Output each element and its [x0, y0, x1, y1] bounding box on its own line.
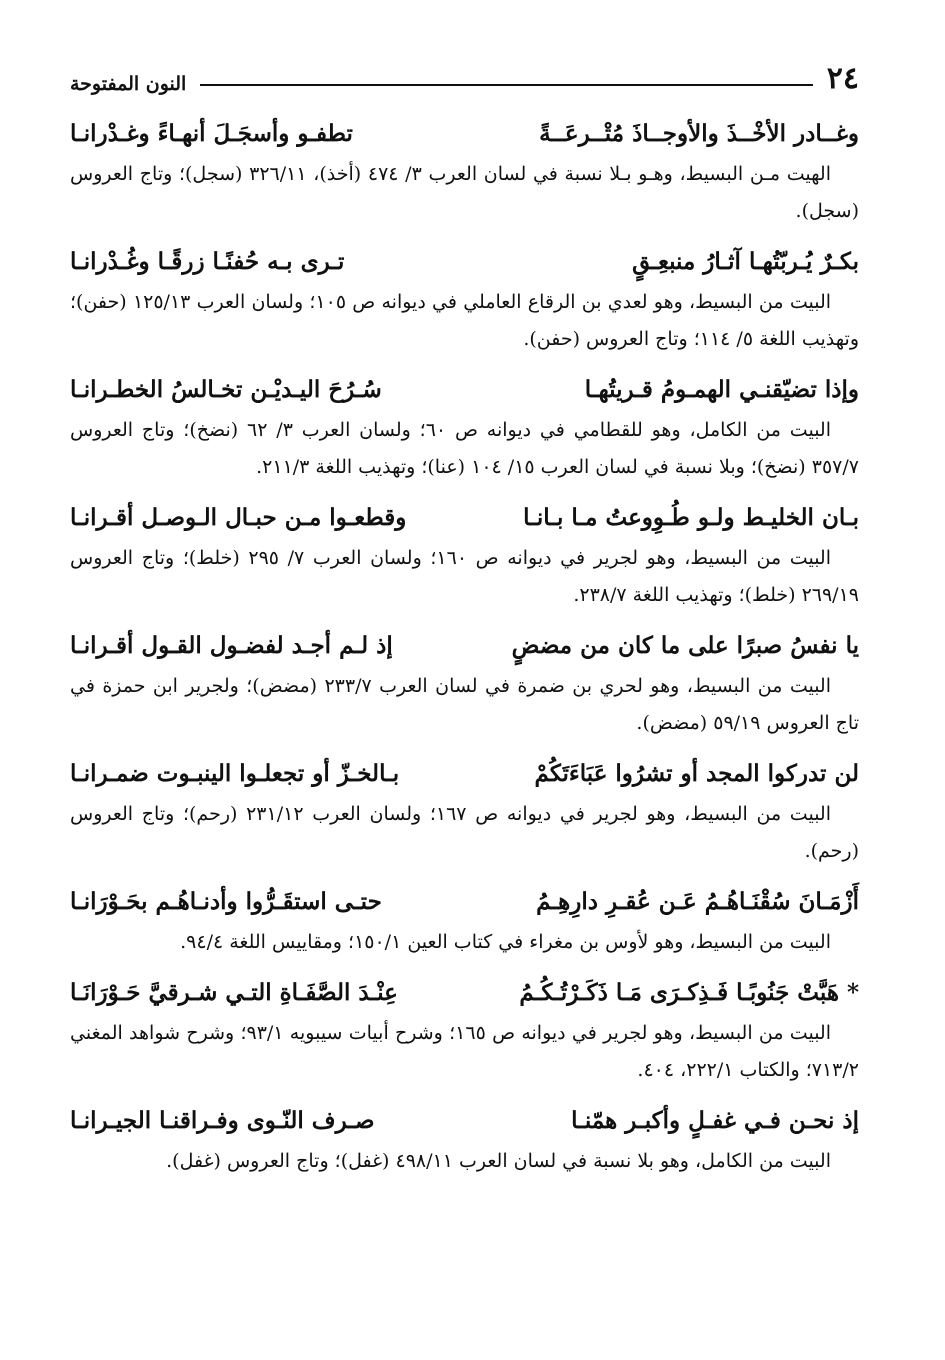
verse-first-hemistich: وغــادر الأخْــذَ والأوجــاذَ مُتْــرعَــةً [539, 120, 859, 147]
verse-source-note: البيت من البسيط، وهو لحري بن ضمرة في لسان العرب ٢٣٣/٧ (مضض)؛ ولجرير ابن حمزة في تاج العروس ٥٩/١٩ (مضض). [70, 675, 859, 734]
verse-second-hemistich: تـرى بـه حُفنًـا زرقًـا وغُـدْرانـا [70, 248, 345, 275]
page-number: ٢٤ [826, 61, 859, 96]
verse-source-note: الهيت مـن البسيط، وهـو بـلا نسبة في لسان العرب ٣/ ٤٧٤ (أخذ)، ٣٢٦/١١ (سجل)؛ وتاج العروس (سجل). [70, 163, 859, 222]
verse-source-note: البيت من الكامل، وهو بلا نسبة في لسان العرب ٤٩٨/١١ (غفل)؛ وتاج العروس (غفل). [166, 1150, 831, 1172]
verse-entry [70, 368, 859, 486]
verse-second-hemistich: إذ لـم أجـد لفضـول القـول أقـرانـا [70, 632, 393, 659]
verse-entry [70, 1099, 859, 1180]
verse-source-note: البيت من البسيط، وهو لجرير في ديوانه ص ١٦٥؛ وشرح أبيات سيبويه ٩٣/١؛ وشرح شواهد المغني ٧١٣/٢؛ والكتاب ٢٢٢/١، ٤٠٤. [70, 1022, 859, 1081]
verse-first-hemistich: بـان الخليـط ولـو طُـوِوعتُ مـا بـانـا [523, 504, 859, 531]
verse-line [70, 971, 859, 1015]
verse-first-hemistich: بكـرٌ يُـربّتُهـا آثـارُ منبعِـقٍ [632, 248, 859, 275]
verse-entry [70, 112, 859, 230]
verse-second-hemistich: صـرف النّـوى وفـراقنـا الجيـرانـا [70, 1107, 375, 1134]
verse-line [70, 624, 859, 668]
header-rule [200, 84, 812, 86]
verse-line [70, 1099, 859, 1143]
verse-first-hemistich: إذ نحـن فـي غفـلٍ وأكبـر همّنـا [571, 1107, 859, 1134]
verse-second-hemistich: سُـرُحَ اليـديْـن تخـالسُ الخطـرانـا [70, 376, 382, 403]
verse-line [70, 496, 859, 540]
verse-second-hemistich: تطفـو وأسجَـلَ أنهـاءً وغـدْرانـا [70, 120, 353, 147]
verse-entry [70, 240, 859, 358]
verse-line [70, 880, 859, 924]
verse-entry [70, 752, 859, 870]
verse-second-hemistich: بـالخـزّ أو تجعلـوا الينبـوت ضمـرانـا [70, 760, 400, 787]
verse-entry [70, 971, 859, 1089]
verse-second-hemistich: وقطعـوا مـن حبـال الـوصـل أقـرانـا [70, 504, 407, 531]
verse-source-note: البيت من الكامل، وهو للقطامي في ديوانه ص ٦٠؛ ولسان العرب ٣/ ٦٢ (نضخ)؛ وتاج العروس ٣٥٧/٧ (نضخ)؛ وبلا نسبة في لسان العرب ١٥/ ١٠٤ (عنا)؛ وتهذيب اللغة ٢١١/٣. [70, 419, 859, 478]
verse-second-hemistich: حتـى استقَـرُّوا وأدنـاهُـم بحَـوْرَانـا [70, 888, 382, 915]
page-header [70, 52, 859, 94]
verse-first-hemistich: لن تدركوا المجد أو تشرُوا عَبَاءَتَكُمْ [534, 760, 859, 787]
verse-first-hemistich: يا نفسُ صبرًا على ما كان من مضضٍ [511, 632, 859, 659]
verse-first-hemistich: * هَبَّتْ جَنُوبًـا فَـذِكـرَى مَـا ذَكَـرْتُـكُـمُ [519, 979, 859, 1006]
verse-entry [70, 624, 859, 742]
verse-source-note: البيت من البسيط، وهو لجرير في ديوانه ص ١٦٧؛ ولسان العرب ٢٣١/١٢ (رحم)؛ وتاج العروس (رحم). [70, 803, 859, 862]
verse-line [70, 112, 859, 156]
verse-source-note: البيت من البسيط، وهو لأوس بن مغراء في كتاب العين ١٥٠/١؛ ومقاييس اللغة ٩٤/٤. [180, 931, 831, 953]
verse-line [70, 368, 859, 412]
verse-first-hemistich: وإذا تضيّقنـي الهمـومُ قـريتُهـا [584, 376, 859, 403]
verse-line [70, 752, 859, 796]
verse-line [70, 240, 859, 284]
verse-source-note: البيت من البسيط، وهو لجرير في ديوانه ص ١٦٠؛ ولسان العرب ٧/ ٢٩٥ (خلط)؛ وتاج العروس ٢٦٩/١٩ (خلط)؛ وتهذيب اللغة ٢٣٨/٧. [70, 547, 859, 606]
running-title: النون المفتوحة [70, 73, 187, 95]
verse-entry [70, 880, 859, 961]
verse-second-hemistich: عِنْـدَ الصَّفَـاةِ التـي شـرقيَّ حَـوْرَانَـا [70, 979, 398, 1006]
verse-source-note: البيت من البسيط، وهو لعدي بن الرقاع العاملي في ديوانه ص ١٠٥؛ ولسان العرب ١٢٥/١٣ (حفن)؛ وتهذيب اللغة ٥/ ١١٤؛ وتاج العروس (حفن). [70, 291, 859, 350]
verse-first-hemistich: أَزْمَـانَ سُقْنَـاهُـمُ عَـن عُقـرِ دارِهِـمُ [536, 888, 859, 915]
verse-entry [70, 496, 859, 614]
